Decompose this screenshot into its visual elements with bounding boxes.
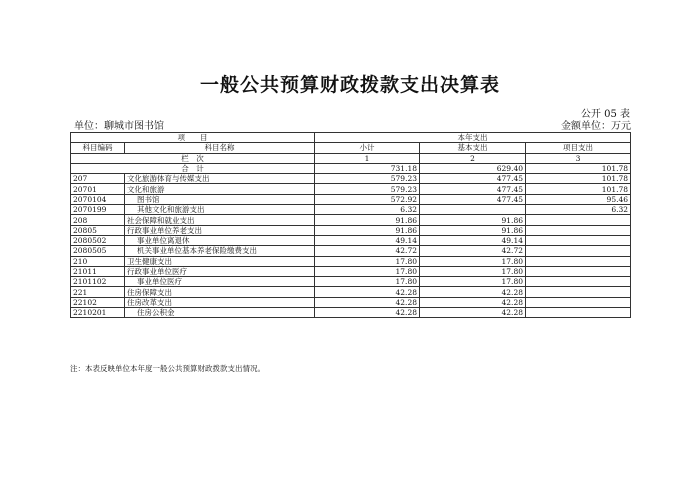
column-2: 2 [420, 153, 526, 163]
basic-cell: 477.45 [420, 194, 526, 204]
project-cell [526, 256, 631, 266]
basic-cell: 477.45 [420, 174, 526, 184]
project-cell: 6.32 [526, 205, 631, 215]
name-cell: 文化和旅游 [125, 184, 315, 194]
footnote: 注：本表反映单位本年度一般公共预算财政拨款支出情况。 [70, 364, 265, 373]
subtotal-cell: 579.23 [315, 174, 420, 184]
code-cell: 21011 [71, 266, 125, 276]
total-subtotal: 731.18 [315, 163, 420, 173]
code-cell: 208 [71, 215, 125, 225]
project-cell: 101.78 [526, 174, 631, 184]
project-cell: 101.78 [526, 184, 631, 194]
total-basic: 629.40 [420, 163, 526, 173]
project-cell [526, 225, 631, 235]
basic-cell: 17.80 [420, 277, 526, 287]
column-1: 1 [315, 153, 420, 163]
subtotal-cell: 42.28 [315, 308, 420, 318]
table-row [71, 246, 631, 256]
basic-cell: 42.28 [420, 297, 526, 307]
subtotal-cell: 91.86 [315, 225, 420, 235]
code-cell: 20805 [71, 225, 125, 235]
name-cell: 事业单位医疗 [125, 277, 315, 287]
table-row [71, 277, 631, 287]
basic-cell: 17.80 [420, 266, 526, 276]
basic-cell [420, 205, 526, 215]
subtotal-cell: 42.28 [315, 297, 420, 307]
table-row [71, 256, 631, 266]
name-cell: 卫生健康支出 [125, 256, 315, 266]
code-cell: 2210201 [71, 308, 125, 318]
name-cell: 事业单位离退休 [125, 235, 315, 245]
table-row [71, 194, 631, 204]
subtotal-cell: 17.80 [315, 266, 420, 276]
code-cell: 2070199 [71, 205, 125, 215]
project-header: 项 目 [71, 133, 315, 143]
table-row [71, 215, 631, 225]
code-cell: 210 [71, 256, 125, 266]
name-header: 科目名称 [125, 143, 315, 153]
amount-unit-label: 金额单位：万元 [561, 121, 631, 132]
project-cell: 95.46 [526, 194, 631, 204]
expenditure-table [70, 132, 631, 318]
code-cell: 2080502 [71, 235, 125, 245]
subtotal-cell: 17.80 [315, 277, 420, 287]
subtotal-cell: 42.72 [315, 246, 420, 256]
code-header: 科目编码 [71, 143, 125, 153]
total-label: 合 计 [71, 163, 315, 173]
subtotal-cell: 42.28 [315, 287, 420, 297]
project-cell [526, 266, 631, 276]
table-row [71, 308, 631, 318]
table-row [71, 184, 631, 194]
name-cell: 社会保障和就业支出 [125, 215, 315, 225]
code-cell: 207 [71, 174, 125, 184]
name-cell: 住房公积金 [125, 308, 315, 318]
form-number: 公开 05 表 [580, 109, 630, 120]
code-cell: 2101102 [71, 277, 125, 287]
subtotal-cell: 49.14 [315, 235, 420, 245]
table-row [71, 297, 631, 307]
subtotal-cell: 6.32 [315, 205, 420, 215]
code-cell: 2080505 [71, 246, 125, 256]
name-cell: 图书馆 [125, 194, 315, 204]
code-cell: 2070104 [71, 194, 125, 204]
subtotal-cell: 17.80 [315, 256, 420, 266]
basic-cell: 91.86 [420, 215, 526, 225]
project-cell [526, 297, 631, 307]
table-row [71, 174, 631, 184]
basic-cell: 42.28 [420, 308, 526, 318]
name-cell: 住房改革支出 [125, 297, 315, 307]
basic-cell: 477.45 [420, 184, 526, 194]
name-cell: 行政事业单位医疗 [125, 266, 315, 276]
page-title: 一般公共预算财政拨款支出决算表 [199, 74, 500, 96]
project-expense-header: 项目支出 [526, 143, 631, 153]
table-row [71, 287, 631, 297]
code-cell: 22102 [71, 297, 125, 307]
project-cell [526, 246, 631, 256]
name-cell: 行政事业单位养老支出 [125, 225, 315, 235]
total-project: 101.78 [526, 163, 631, 173]
basic-cell: 91.86 [420, 225, 526, 235]
column-index-row [71, 153, 631, 163]
header-row-1 [71, 133, 631, 143]
project-cell [526, 235, 631, 245]
unit-row [70, 117, 631, 130]
subtotal-cell: 572.92 [315, 194, 420, 204]
subtotal-cell: 91.86 [315, 215, 420, 225]
subtotal-cell: 579.23 [315, 184, 420, 194]
basic-cell: 42.28 [420, 287, 526, 297]
total-row [71, 163, 631, 173]
name-cell: 文化旅游体育与传媒支出 [125, 174, 315, 184]
unit-label: 单位：聊城市图书馆 [74, 121, 164, 132]
name-cell: 机关事业单位基本养老保险缴费支出 [125, 246, 315, 256]
project-cell [526, 277, 631, 287]
subtotal-header: 小计 [315, 143, 420, 153]
project-cell [526, 215, 631, 225]
name-cell: 其他文化和旅游支出 [125, 205, 315, 215]
basic-cell: 49.14 [420, 235, 526, 245]
column-label: 栏 次 [71, 153, 315, 163]
basic-header: 基本支出 [420, 143, 526, 153]
table-row [71, 235, 631, 245]
project-cell [526, 287, 631, 297]
header-row-2 [71, 143, 631, 153]
table-row [71, 205, 631, 215]
name-cell: 住房保障支出 [125, 287, 315, 297]
table-row [71, 266, 631, 276]
code-cell: 20701 [71, 184, 125, 194]
project-cell [526, 308, 631, 318]
basic-cell: 17.80 [420, 256, 526, 266]
code-cell: 221 [71, 287, 125, 297]
current-year-header: 本年支出 [315, 133, 631, 143]
table-row [71, 225, 631, 235]
column-3: 3 [526, 153, 631, 163]
basic-cell: 42.72 [420, 246, 526, 256]
